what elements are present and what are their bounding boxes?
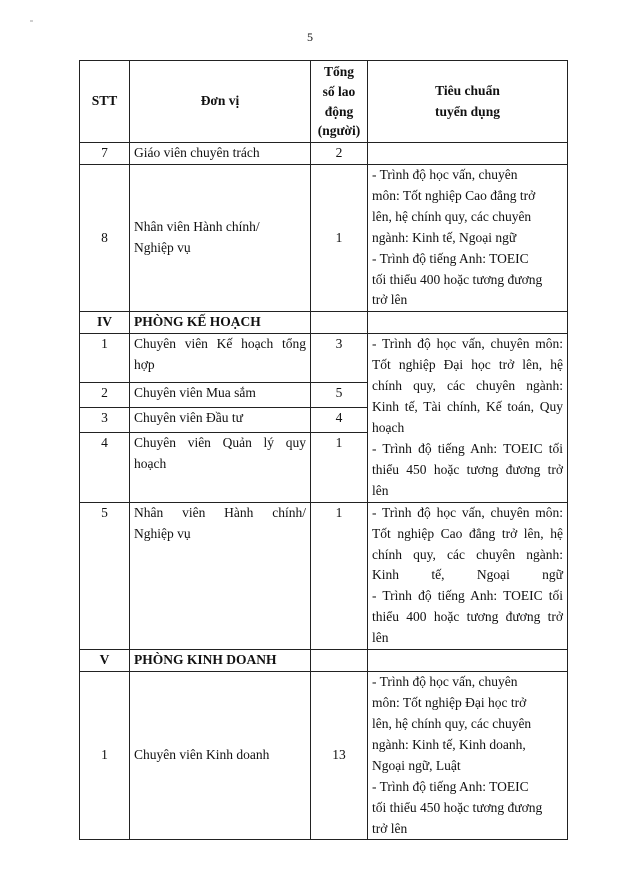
header-standard: Tiêu chuẩn tuyển dụng	[368, 61, 568, 143]
header-unit: Đơn vị	[130, 61, 311, 143]
row-unit: Chuyên viên Quản lý quy hoạch	[130, 432, 311, 502]
section-row	[80, 312, 568, 334]
section-number: IV	[80, 312, 130, 334]
row-total: 4	[311, 407, 368, 432]
table-header-row	[80, 61, 568, 143]
row-stt: 1	[80, 334, 130, 383]
row-standard: - Trình độ học vấn, chuyên môn: Tốt nghiệp Cao đẳng trở lên, hệ chính quy, các chuyên ngành: Kinh tế, Ngoại ngữ - Trình độ tiếng Anh: TOEIC tối thiểu 400 hoặc tương đương trở lên	[368, 502, 568, 649]
row-total: 2	[311, 143, 368, 165]
row-unit: Chuyên viên Mua sắm	[130, 382, 311, 407]
row-unit: Nhân viên Hành chính/ Nghiệp vụ	[130, 502, 311, 649]
table-row	[80, 334, 568, 383]
row-stt: 2	[80, 382, 130, 407]
row-stt: 5	[80, 502, 130, 649]
row-total: 3	[311, 334, 368, 383]
section-title: PHÒNG KẾ HOẠCH	[130, 312, 311, 334]
row-standard	[368, 143, 568, 165]
section-number: V	[80, 650, 130, 672]
section-standard	[368, 650, 568, 672]
section-total	[311, 312, 368, 334]
header-stt: STT	[80, 61, 130, 143]
row-total: 5	[311, 382, 368, 407]
section-standard	[368, 312, 568, 334]
row-unit: Chuyên viên Đầu tư	[130, 407, 311, 432]
row-total: 1	[311, 502, 368, 649]
section-total	[311, 650, 368, 672]
table-row	[80, 672, 568, 840]
row-total: 1	[311, 164, 368, 311]
row-stt: 8	[80, 164, 130, 311]
header-total: Tổng số lao động (người)	[311, 61, 368, 143]
table-row	[80, 502, 568, 649]
recruitment-table	[79, 60, 568, 840]
row-unit: Chuyên viên Kinh doanh	[130, 672, 311, 840]
row-standard: - Trình độ học vấn, chuyên môn: Tốt nghiệp Cao đẳng trở lên, hệ chính quy, các chuyên ngành: Kinh tế, Ngoại ngữ - Trình độ tiếng Anh: TOEIC tối thiểu 400 hoặc tương đương trở lên	[368, 164, 568, 311]
row-unit: Chuyên viên Kế hoạch tổng hợp	[130, 334, 311, 383]
row-stt: 1	[80, 672, 130, 840]
scan-speck	[30, 20, 33, 22]
row-standard: - Trình độ học vấn, chuyên môn: Tốt nghiệp Đại học trở lên, hệ chính quy, các chuyên ngành: Kinh tế, Kinh doanh, Ngoại ngữ, Luật - Trình độ tiếng Anh: TOEIC tối thiểu 450 hoặc tương đương trở lên	[368, 672, 568, 840]
table-row	[80, 164, 568, 311]
row-standard: - Trình độ học vấn, chuyên môn: Tốt nghiệp Đại học trở lên, hệ chính quy, các chuyên ngành: Kinh tế, Tài chính, Kế toán, Quy hoạch - Trình độ tiếng Anh: TOEIC tối thiểu 450 hoặc tương đương trở lên	[368, 334, 568, 502]
row-unit: Giáo viên chuyên trách	[130, 143, 311, 165]
section-row	[80, 650, 568, 672]
row-total: 13	[311, 672, 368, 840]
row-unit: Nhân viên Hành chính/ Nghiệp vụ	[130, 164, 311, 311]
section-title: PHÒNG KINH DOANH	[130, 650, 311, 672]
table-row	[80, 143, 568, 165]
row-total: 1	[311, 432, 368, 502]
row-stt: 4	[80, 432, 130, 502]
row-stt: 7	[80, 143, 130, 165]
row-stt: 3	[80, 407, 130, 432]
page-number: 5	[307, 30, 313, 44]
